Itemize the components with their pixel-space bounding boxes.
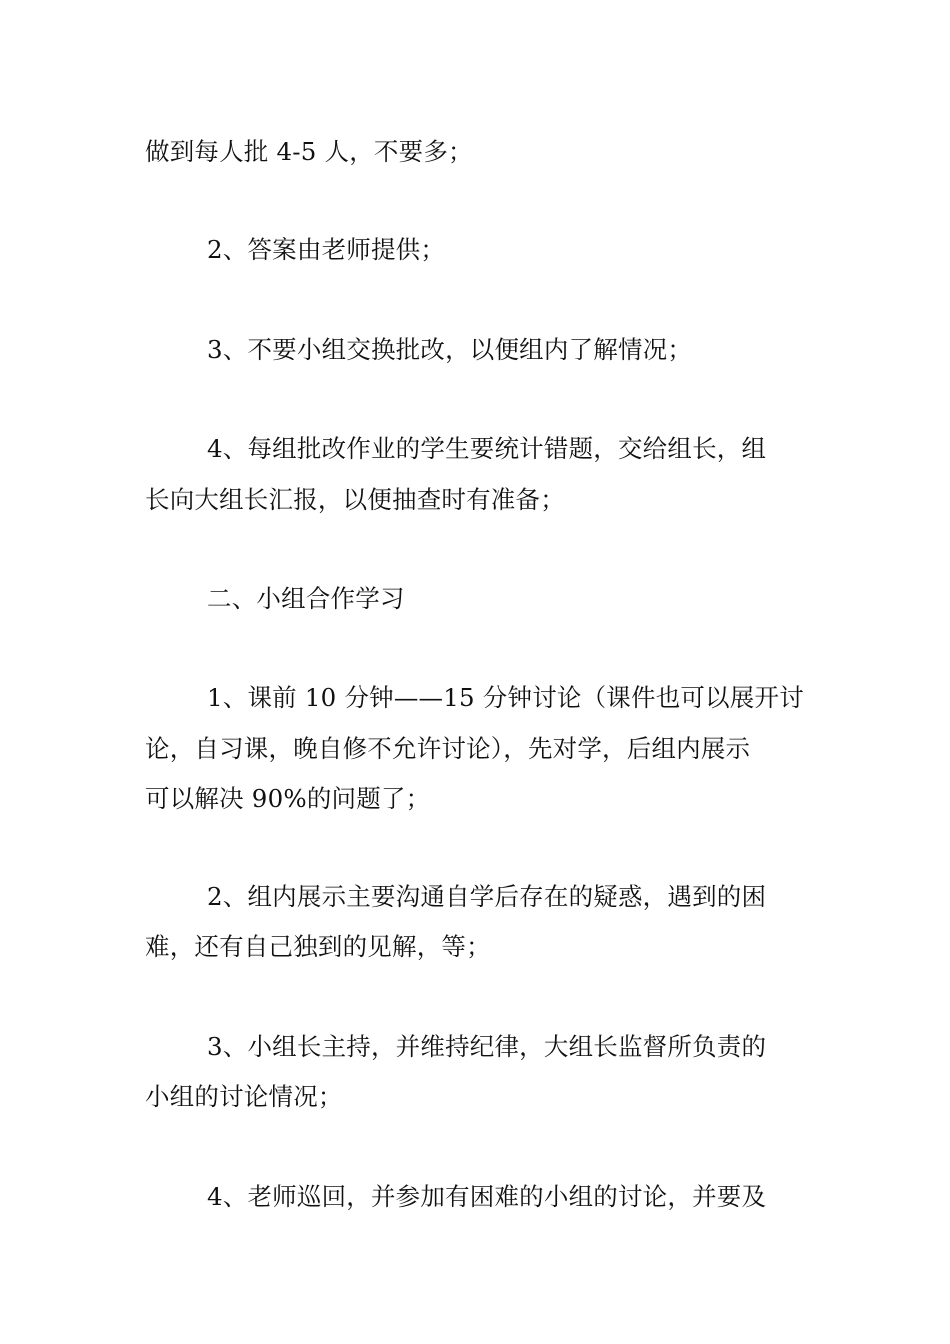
item-3-leader-line-2: 小组的讨论情况； <box>145 1082 343 1111</box>
item-4-teacher-line-1: 4、老师巡回，并参加有困难的小组的讨论，并要及 <box>207 1182 767 1211</box>
item-3-leader-line-1: 3、小组长主持，并维持纪律，大组长监督所负责的 <box>207 1032 767 1061</box>
item-1-discussion-line-3: 可以解决 90%的问题了； <box>145 784 431 813</box>
item-4-error-stats-line-2: 长向大组长汇报，以便抽查时有准备； <box>145 485 565 514</box>
text-line-1: 做到每人批 4-5 人，不要多； <box>145 137 473 166</box>
item-2-answers: 2、答案由老师提供； <box>207 235 446 264</box>
item-3-no-exchange: 3、不要小组交换批改，以便组内了解情况； <box>207 335 693 364</box>
item-2-presentation-line-2: 难，还有自己独到的见解，等； <box>145 932 491 961</box>
item-2-presentation-line-1: 2、组内展示主要沟通自学后存在的疑惑，遇到的困 <box>207 882 767 911</box>
item-4-error-stats-line-1: 4、每组批改作业的学生要统计错题，交给组长，组 <box>207 434 767 463</box>
section-heading-group-study: 二、小组合作学习 <box>207 584 405 613</box>
item-1-discussion-line-2: 论，自习课，晚自修不允许讨论），先对学，后组内展示 <box>145 734 751 763</box>
item-1-discussion-line-1: 1、课前 10 分钟——15 分钟讨论（课件也可以展开讨 <box>207 683 804 712</box>
